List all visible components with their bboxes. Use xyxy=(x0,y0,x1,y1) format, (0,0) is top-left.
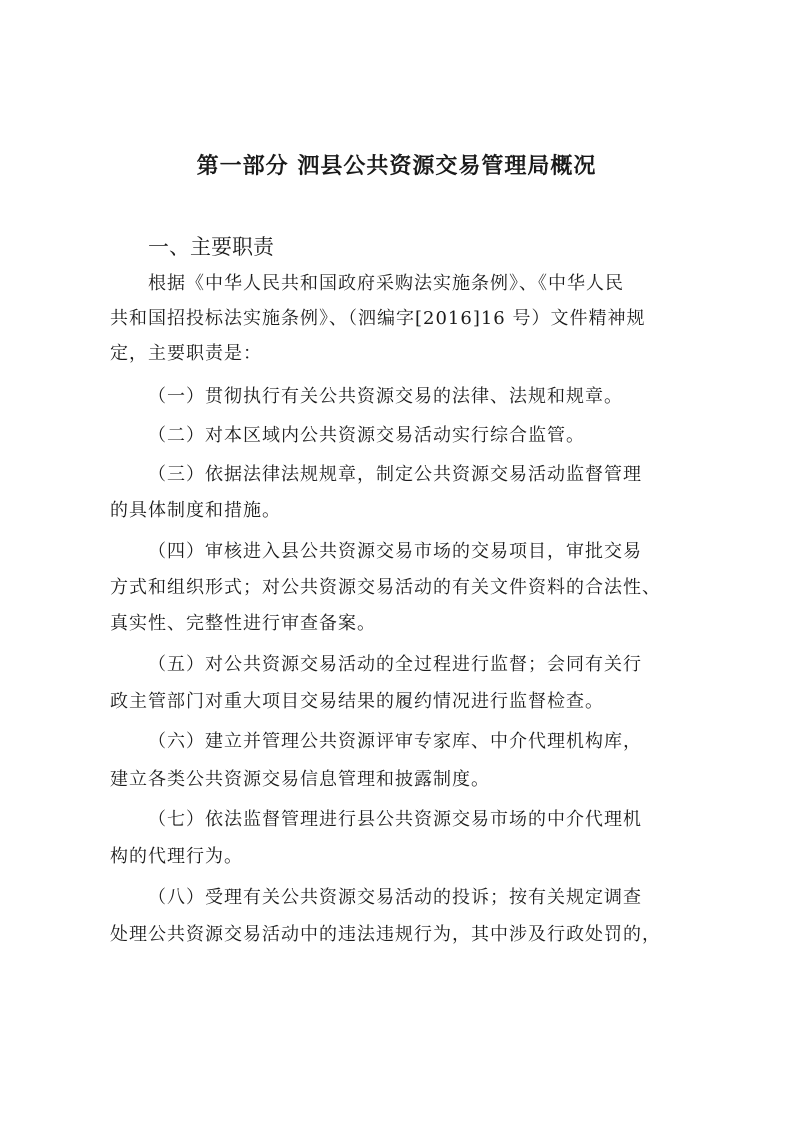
duty-item-8: （八）受理有关公共资源交易活动的投诉；按有关规定调查 xyxy=(148,887,642,908)
paragraph-line: 根据《中华人民共和国政府采购法实施条例》、《中华人民 xyxy=(148,273,624,294)
duty-item-3: （三）依据法律法规规章，制定公共资源交易活动监督管理 xyxy=(148,464,642,485)
duty-item-7: （七）依法监督管理进行县公共资源交易市场的中介代理机 xyxy=(148,809,642,830)
duty-item-2: （二）对本区域内公共资源交易活动实行综合监管。 xyxy=(148,425,585,446)
duty-item-6-cont: 建立各类公共资源交易信息管理和披露制度。 xyxy=(110,769,490,790)
duty-item-4: （四）审核进入县公共资源交易市场的交易项目，审批交易 xyxy=(148,541,642,562)
duty-item-4-cont: 真实性、完整性进行审查备案。 xyxy=(110,613,376,634)
duty-item-3-cont: 的具体制度和措施。 xyxy=(110,500,281,521)
duty-item-1: （一）贯彻执行有关公共资源交易的法律、法规和规章。 xyxy=(148,386,623,407)
duty-item-4-cont: 方式和组织形式；对公共资源交易活动的有关文件资料的合法性、 xyxy=(110,577,661,598)
paragraph-line: 共和国招投标法实施条例》、（泗编字[2016]16 号）文件精神规 xyxy=(110,308,646,329)
duty-item-5: （五）对公共资源交易活动的全过程进行监督；会同有关行 xyxy=(148,654,642,675)
document-title: 第一部分 泗县公共资源交易管理局概况 xyxy=(196,153,597,179)
duty-item-8-cont: 处理公共资源交易活动中的违法违规行为，其中涉及行政处罚的， xyxy=(110,924,661,945)
section-heading: 一、主要职责 xyxy=(148,235,274,259)
paragraph-line: 定，主要职责是： xyxy=(110,343,262,364)
duty-item-7-cont: 构的代理行为。 xyxy=(110,846,243,867)
duty-item-6: （六）建立并管理公共资源评审专家库、中介代理机构库， xyxy=(148,731,642,752)
duty-item-5-cont: 政主管部门对重大项目交易结果的履约情况进行监督检查。 xyxy=(110,691,604,712)
